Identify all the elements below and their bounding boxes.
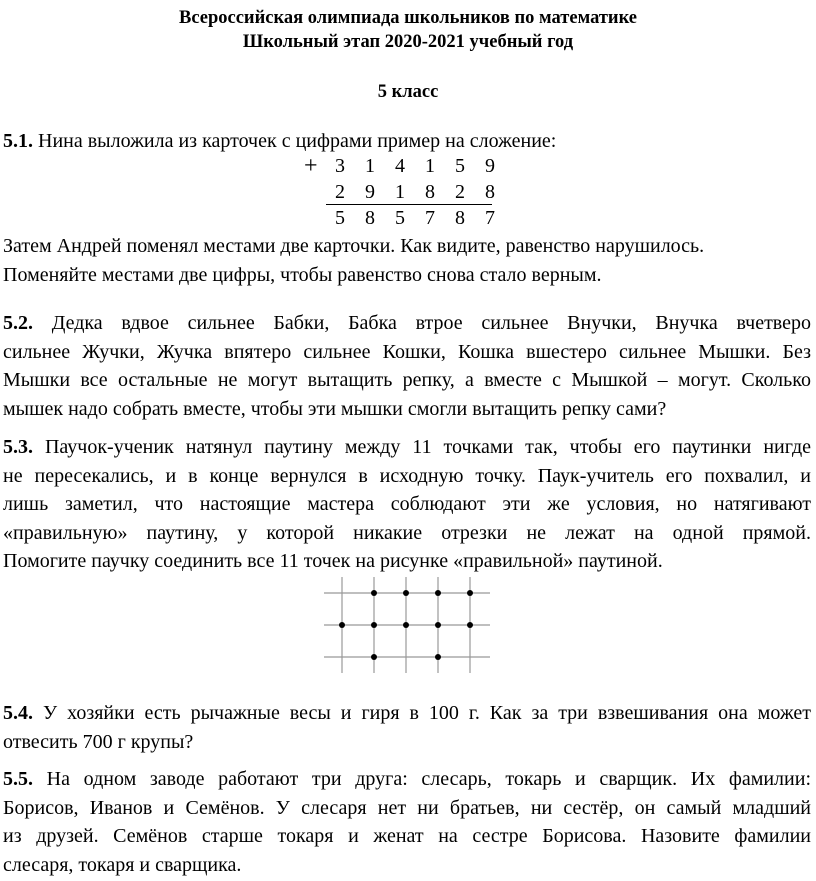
plus-sign: + [304,153,318,179]
digit: 7 [485,207,495,229]
text-line: Мышки все остальные не могут вытащить репку, а вместе с Мышкой – могут. Сколько [3,369,811,392]
problem-text: Нина выложила из карточек с цифрами пример на сложение: [38,130,557,152]
grid-dot [467,590,473,596]
digit: 2 [455,181,465,203]
text-line: отвесить 700 г крупы? [3,730,194,753]
problem-5-1-question [3,232,811,289]
digit: 4 [395,155,405,177]
problem-number: 5.5. [3,768,33,790]
grid-dot [403,590,409,596]
digit: 8 [485,181,495,203]
digit: 5 [335,207,345,229]
text-line: Борисов, Иванов и Семёнов. У слесаря нет ни братьев, ни сестёр, он самый младший [3,796,811,819]
grid-dot [435,590,441,596]
grade-heading: 5 класс [377,82,439,102]
grid-dot [403,622,409,628]
grid-dot [339,622,345,628]
problem-5-4 [3,699,811,756]
text-line: На одном заводе работают три друга: слесарь, токарь и сварщик. Их фамилии: [46,768,812,790]
grid-dot [371,622,377,628]
digit: 2 [335,181,345,203]
problem-number: 5.1. [3,130,33,152]
dot-grid-figure [324,577,490,673]
grid-dot [467,622,473,628]
text-line: Затем Андрей поменял местами две карточки. Как видите, равенство нарушилось. [3,235,705,257]
digit: 1 [365,155,375,177]
grid-dot [371,590,377,596]
problem-number: 5.2. [3,312,33,334]
digit: 9 [485,155,495,177]
text-line: сильнее Жучки, Жучка впятеро сильнее Кошки, Кошка вшестеро сильнее Мышки. Без [3,340,811,363]
problem-5-1-intro [3,127,811,156]
text-line: слесаря, токаря и сварщика. [3,853,242,876]
problem-5-2 [3,309,811,423]
addition-example [300,154,500,230]
digit: 5 [455,155,465,177]
problem-number: 5.3. [3,436,33,458]
text-line: Паучок-ученик натянул паутину между 11 точками так, чтобы его паутинки нигде [44,436,811,458]
problem-5-3 [3,433,811,576]
olympiad-title: Всероссийская олимпиада школьников по математике [178,8,637,28]
text-line: «правильную» паутину, у которой никакие отрезки не лежат на одной прямой. [3,521,811,544]
digit: 8 [365,207,375,229]
olympiad-stage: Школьный этап 2020-2021 учебный год [242,32,574,52]
problem-5-5 [3,765,811,879]
digit: 1 [395,181,405,203]
sum-line [326,204,492,205]
grid-dot [435,622,441,628]
digit: 8 [425,181,435,203]
text-line: Дедка вдвое сильнее Бабки, Бабка втрое сильнее Внучки, Внучка вчетверо [51,312,812,334]
digit: 5 [395,207,405,229]
digit: 9 [365,181,375,203]
text-line: не пересекались, и в конце вернулся в исходную точку. Паук-учитель его похвалил, и [3,464,811,487]
text-line: из друзей. Семёнов старше токаря и женат на сестре Борисова. Назовите фамилии [3,825,811,848]
problem-number: 5.4. [3,702,33,724]
digit: 3 [335,155,345,177]
digit: 8 [455,207,465,229]
text-line: Помогите паучку соединить все 11 точек на рисунке «правильной» паутиной. [3,550,663,573]
text-line: Поменяйте местами две цифры, чтобы равенство снова стало верным. [3,263,602,286]
digit: 1 [425,155,435,177]
text-line: мышек надо собрать вместе, чтобы эти мышки смогли вытащить репку сами? [3,397,667,420]
text-line: лишь заметил, что настоящие мастера соблюдают эти же условия, но натягивают [3,493,811,516]
text-line: У хозяйки есть рычажные весы и гиря в 100 г. Как за три взвешивания она может [42,702,812,724]
grid-dot [371,654,377,660]
grid-dot [435,654,441,660]
digit: 7 [425,207,435,229]
